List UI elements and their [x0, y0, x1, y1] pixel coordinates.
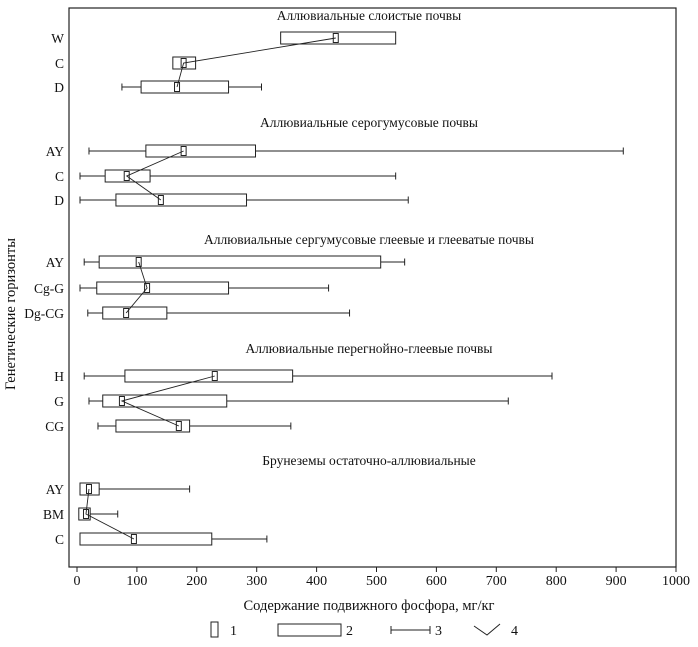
legend [211, 622, 518, 639]
legend-label: 2 [346, 624, 353, 639]
box-row [46, 144, 624, 159]
iqr-box [141, 81, 228, 93]
category-label: H [54, 369, 64, 384]
iqr-box [103, 307, 167, 319]
category-label: D [54, 193, 64, 208]
x-tick-label: 500 [366, 574, 387, 589]
category-label: D [54, 80, 64, 95]
x-tick-label: 600 [425, 574, 447, 589]
legend-median-swatch [211, 622, 218, 637]
legend-connector-swatch [474, 624, 500, 635]
x-tick-label: 200 [186, 574, 208, 589]
x-tick-label: 0 [73, 574, 81, 589]
category-label: C [54, 169, 64, 184]
category-label: G [54, 394, 64, 409]
group-title: Аллювиальные перегнойно-глеевые почвы [245, 341, 493, 356]
x-tick-label: 300 [246, 574, 268, 589]
y-axis-title: Генетические горизонты [3, 238, 19, 390]
x-tick-label: 800 [545, 574, 567, 589]
box-row [55, 532, 267, 547]
box-row [24, 306, 349, 321]
box-row [55, 169, 396, 184]
box-row [46, 255, 405, 270]
box-row [51, 31, 395, 46]
iqr-box [125, 370, 293, 382]
median-connector [177, 38, 336, 87]
box-row [34, 281, 329, 296]
box-row [46, 482, 190, 497]
iqr-box [80, 533, 212, 545]
iqr-box [116, 194, 247, 206]
x-axis-title: Содержание подвижного фосфора, мг/кг [243, 598, 495, 614]
legend-label: 1 [230, 624, 237, 639]
x-tick-label: 1000 [662, 574, 690, 589]
iqr-box [97, 282, 229, 294]
legend-label: 4 [511, 624, 518, 639]
box-row [55, 56, 196, 71]
category-label: CG [45, 419, 64, 434]
category-label: AY [45, 144, 64, 159]
x-tick-label: 700 [485, 574, 507, 589]
category-label: W [51, 31, 64, 46]
x-tick-label: 400 [306, 574, 328, 589]
group-title: Аллювиальные сергумусовые глеевые и глееватые почвы [203, 232, 535, 247]
category-label: AY [45, 482, 64, 497]
category-label: BM [42, 507, 64, 522]
box-row [43, 507, 118, 522]
group-title: Аллювиальные серогумусовые почвы [259, 115, 479, 130]
box-row [54, 193, 408, 208]
legend-label: 3 [435, 624, 442, 639]
category-label: C [54, 532, 64, 547]
legend-box-swatch [278, 624, 341, 636]
category-label: Cg-G [34, 281, 64, 296]
x-tick-label: 900 [605, 574, 627, 589]
x-tick-label: 100 [126, 574, 148, 589]
group-title: Аллювиальные слоистые почвы [276, 8, 462, 23]
category-label: C [54, 56, 64, 71]
group-title: Брунеземы остаточно-аллювиальные [262, 453, 476, 468]
box-row [54, 369, 552, 384]
category-label: Dg-CG [24, 306, 64, 321]
category-label: AY [45, 255, 64, 270]
iqr-box [146, 145, 256, 157]
box-row [54, 80, 261, 95]
